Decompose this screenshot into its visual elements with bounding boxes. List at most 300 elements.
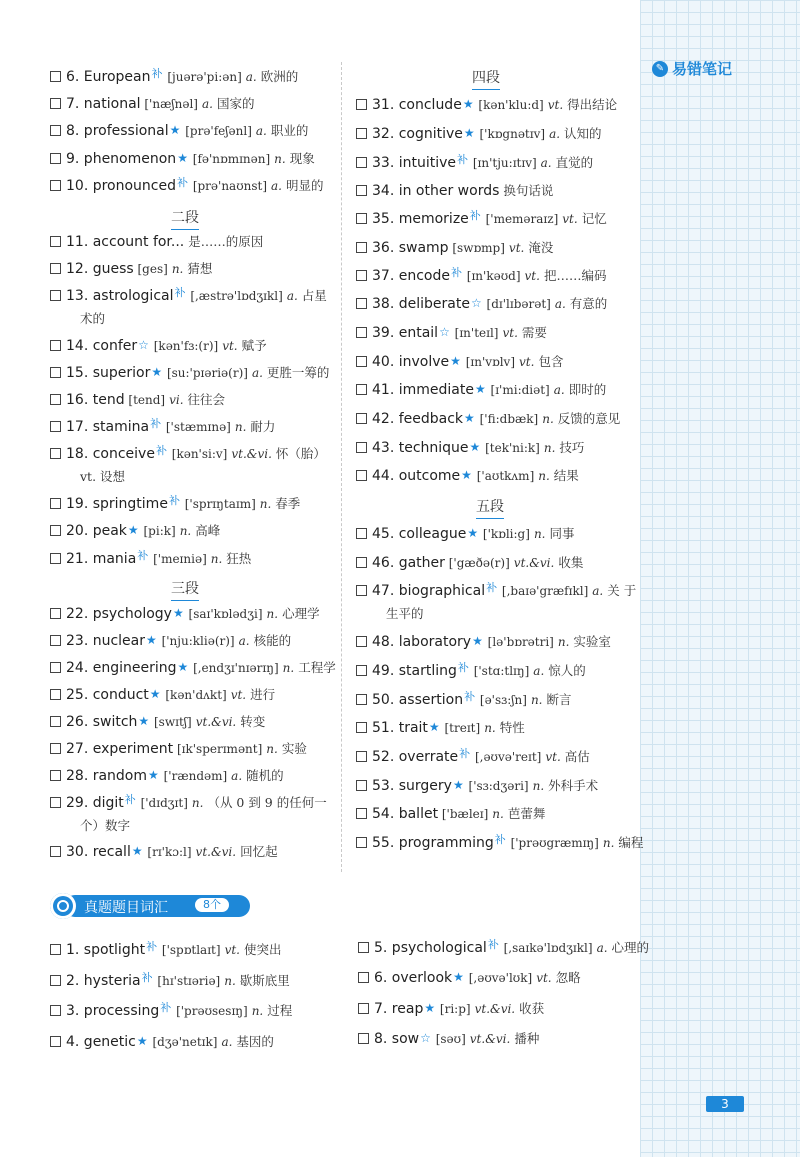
definition: 同事: [549, 526, 575, 541]
checkbox[interactable]: [356, 470, 367, 481]
definition: 高峰: [195, 523, 221, 538]
definition: 得出结论: [567, 97, 618, 112]
part-of-speech: vt.&vi.: [195, 845, 237, 859]
definition: 需要: [521, 325, 547, 340]
supplement-mark: 补: [459, 747, 471, 760]
vocab-entry: [50, 69, 298, 86]
part-of-speech: a.: [255, 124, 267, 138]
phonetic: ['spɒtlaɪt]: [158, 943, 221, 957]
margin-note-label: [652, 58, 732, 79]
vocab-entry: [50, 687, 275, 703]
vocab-entry: [356, 720, 525, 736]
phonetic: [,baɪə'græfɪkl]: [498, 584, 589, 598]
vocab-entry: [50, 365, 329, 381]
definition: 外科手术: [548, 778, 599, 793]
star-icon: ★: [127, 523, 139, 537]
hollow-star-icon: ☆: [470, 296, 482, 310]
part-of-speech: n.: [210, 552, 223, 566]
checkbox[interactable]: [50, 125, 61, 136]
supplement-mark: 补: [469, 209, 481, 222]
entry-word: 7. national: [66, 96, 141, 112]
banner-title: 真题题目词汇: [84, 900, 168, 916]
phonetic: [ɪn'teɪl]: [450, 326, 499, 340]
entry-word: 4. genetic: [66, 1034, 136, 1050]
phonetic: [tend]: [124, 393, 166, 407]
phonetic: [kən'dʌkt]: [161, 688, 227, 702]
vocab-entry: [50, 606, 320, 622]
entry-word: 31. conclude: [372, 97, 462, 113]
vocab-entry: [50, 768, 284, 784]
vocab-entry: [356, 555, 583, 571]
part-of-speech: vt.: [524, 269, 540, 283]
entry-word: 51. trait: [372, 720, 428, 736]
vocab-entry: [356, 382, 606, 398]
checkbox[interactable]: [50, 498, 61, 509]
checkbox[interactable]: [356, 694, 367, 705]
vocab-entry: [356, 583, 636, 622]
margin-note-text: 易错笔记: [672, 60, 733, 78]
checkbox[interactable]: [50, 743, 61, 754]
checkbox[interactable]: [356, 837, 367, 848]
checkbox[interactable]: [356, 780, 367, 791]
entry-word: 8. professional: [66, 123, 169, 139]
checkbox[interactable]: [356, 636, 367, 647]
checkbox[interactable]: [50, 846, 61, 857]
definition: 直觉的: [555, 155, 594, 170]
checkbox[interactable]: [50, 153, 61, 164]
phonetic: ['meməraɪz]: [481, 212, 559, 226]
checkbox[interactable]: [356, 242, 367, 253]
definition: （从 0 到 9 的任何一: [207, 795, 327, 810]
checkbox[interactable]: [50, 1036, 61, 1047]
star-icon: ★: [177, 151, 188, 165]
vocab-entry: [50, 151, 315, 167]
phonetic: [swɒmp]: [448, 241, 505, 255]
checkbox[interactable]: [50, 263, 61, 274]
definition: 惊人的: [548, 663, 586, 678]
part-of-speech: vt.: [562, 212, 578, 226]
part-of-speech: a.: [251, 366, 263, 380]
phonetic: [rɪ'kɔ:l]: [143, 845, 192, 859]
phonetic: [kən'fɜ:(r)]: [149, 339, 219, 353]
definition: 编程: [618, 835, 644, 850]
definition-continued: 术的: [80, 311, 106, 326]
phonetic: ['sɜ:dʒəri]: [464, 779, 529, 793]
phonetic: [,endʒɪ'nɪərɪŋ]: [189, 661, 279, 675]
definition: 占星: [301, 288, 327, 303]
definition: 基因的: [236, 1034, 274, 1049]
vocab-entry: [50, 1003, 292, 1020]
star-icon: ★: [177, 660, 189, 674]
entry-word: 17. stamina: [66, 419, 150, 435]
definition: 随机的: [246, 768, 284, 783]
supplement-mark: 补: [160, 1001, 172, 1014]
phonetic: [kən'klu:d]: [474, 98, 544, 112]
checkbox[interactable]: [50, 662, 61, 673]
phonetic: [,əʊvə'reɪt]: [471, 750, 542, 764]
entry-word: 49. startling: [372, 663, 457, 679]
vocab-entry: [356, 634, 611, 650]
entry-word: 24. engineering: [66, 660, 177, 676]
vocab-entry: [356, 806, 545, 822]
checkbox[interactable]: [356, 557, 367, 568]
part-of-speech: n.: [530, 693, 543, 707]
entry-word: 39. entail: [372, 325, 439, 341]
part-of-speech: vt.: [230, 688, 247, 702]
definition: 赋予: [241, 338, 267, 353]
vocab-entry: [356, 663, 586, 680]
definition: 实验室: [573, 634, 611, 649]
checkbox[interactable]: [50, 944, 61, 955]
phonetic: ['dɪdʒɪt]: [136, 796, 188, 810]
phonetic: ['rændəm]: [159, 769, 228, 783]
banner-count-badge: 8个: [195, 898, 229, 912]
vocab-entry: [358, 970, 581, 986]
vocab-entry: [356, 240, 553, 256]
entry-word: 6. overlook: [374, 970, 453, 986]
vocab-entry: [50, 446, 326, 485]
part-of-speech: vt.: [547, 98, 564, 112]
phonetic: [fə'nɒmɪnən]: [188, 152, 271, 166]
definition: 歇斯底里: [239, 973, 290, 988]
pencil-icon: ✎: [652, 61, 668, 77]
vocab-entry: [50, 795, 327, 834]
definition: 高估: [564, 749, 590, 764]
star-icon: ★: [472, 634, 483, 648]
entry-word: 42. feedback: [372, 411, 464, 427]
checkbox[interactable]: [356, 751, 367, 762]
vocab-entry: [50, 419, 275, 436]
definition: 断言: [546, 692, 572, 707]
star-icon: ★: [146, 633, 157, 647]
entry-word: 16. tend: [66, 392, 125, 408]
checkbox[interactable]: [358, 972, 369, 983]
part-of-speech: vt.: [222, 339, 238, 353]
star-icon: ★: [136, 1034, 148, 1048]
entry-word: 44. outcome: [372, 468, 461, 484]
vocab-entry: [50, 96, 254, 112]
checkbox[interactable]: [50, 394, 61, 405]
phonetic: ['sprɪŋtaɪm]: [180, 497, 256, 511]
vocab-entry: [358, 940, 649, 957]
definition: 反馈的意见: [557, 411, 621, 426]
definition: 怀（胎）: [275, 446, 326, 461]
star-icon: ★: [172, 606, 184, 620]
checkbox[interactable]: [356, 99, 367, 110]
definition: 特性: [499, 720, 525, 735]
star-icon: ★: [424, 1001, 436, 1015]
definition: 职业的: [270, 123, 309, 138]
vocab-entry: [356, 778, 598, 794]
entry-word: 3. processing: [66, 1003, 160, 1019]
section-heading-5: 五段: [476, 496, 504, 519]
vocab-entry: [50, 660, 336, 676]
checkbox[interactable]: [50, 367, 61, 378]
vocab-entry: [356, 526, 575, 542]
part-of-speech: a.: [231, 769, 243, 783]
supplement-mark: 补: [146, 940, 158, 953]
entry-word: 14. confer: [66, 338, 138, 354]
entry-word: 32. cognitive: [372, 126, 463, 142]
entry-word: 33. intuitive: [372, 155, 457, 171]
supplement-mark: 补: [450, 266, 462, 279]
entry-word: 53. surgery: [372, 778, 452, 794]
hollow-star-icon: ☆: [420, 1031, 431, 1045]
part-of-speech: a.: [201, 97, 213, 111]
star-icon: ★: [474, 382, 486, 396]
checkbox[interactable]: [356, 384, 367, 395]
star-icon: ★: [467, 526, 479, 540]
part-of-speech: vt.&vi.: [195, 715, 237, 729]
vocab-entry: [356, 126, 602, 142]
phonetic: ['kɒli:g]: [479, 527, 530, 541]
definition: 耐力: [250, 419, 276, 434]
part-of-speech: n.: [492, 807, 504, 821]
hollow-star-icon: ☆: [439, 325, 450, 339]
checkbox[interactable]: [356, 665, 367, 676]
checkbox[interactable]: [356, 528, 367, 539]
checkbox[interactable]: [50, 236, 61, 247]
phonetic: ['aʊtkʌm]: [472, 469, 535, 483]
entry-word: 12. guess: [66, 261, 134, 277]
definition: 国家的: [216, 96, 255, 111]
part-of-speech: n.: [532, 779, 545, 793]
part-of-speech: vt.: [502, 326, 518, 340]
checkbox[interactable]: [50, 98, 61, 109]
checkbox[interactable]: [358, 1033, 369, 1044]
definition: 芭蕾舞: [507, 806, 546, 821]
definition: 往往会: [187, 392, 226, 407]
supplement-mark: 补: [486, 581, 498, 594]
checkbox[interactable]: [50, 608, 61, 619]
vocab-entry: [356, 296, 607, 312]
part-of-speech: n.: [251, 1004, 264, 1018]
checkbox[interactable]: [356, 327, 367, 338]
supplement-mark: 补: [464, 690, 476, 703]
phonetic: ['meɪniə]: [149, 552, 207, 566]
checkbox[interactable]: [356, 413, 367, 424]
definition: 有意的: [569, 296, 608, 311]
definition: 狂热: [226, 551, 252, 566]
checkbox[interactable]: [50, 71, 61, 82]
checkbox[interactable]: [50, 1005, 61, 1016]
part-of-speech: vt.&vi.: [231, 447, 272, 461]
entry-word: 37. encode: [372, 268, 450, 284]
supplement-mark: 补: [494, 833, 506, 846]
checkbox[interactable]: [356, 128, 367, 139]
star-icon: ★: [462, 97, 474, 111]
part-of-speech: vt.&vi.: [469, 1032, 511, 1046]
checkbox[interactable]: [356, 356, 367, 367]
phonetic: [,æstrə'lɒdʒɪkl]: [186, 289, 283, 303]
phonetic: [səʊ]: [431, 1032, 466, 1046]
part-of-speech: a.: [554, 297, 566, 311]
checkbox[interactable]: [50, 553, 61, 564]
definition: 工程学: [298, 660, 336, 675]
magnifier-icon: [50, 893, 76, 919]
vocab-entry: [50, 633, 291, 649]
part-of-speech: n.: [542, 412, 554, 426]
phonetic: [ri:p]: [436, 1002, 471, 1016]
phonetic: [ə'sɜ:ʃn]: [476, 693, 527, 707]
part-of-speech: a.: [221, 1035, 233, 1049]
definition: 记忆: [581, 211, 607, 226]
entry-word: 47. biographical: [372, 583, 486, 599]
checkbox[interactable]: [356, 298, 367, 309]
entry-word: 46. gather: [372, 555, 445, 571]
checkbox[interactable]: [50, 716, 61, 727]
definition: 即时的: [568, 382, 607, 397]
star-icon: ★: [148, 768, 159, 782]
phonetic: [saɪ'kɒlədʒi]: [184, 607, 263, 621]
definition: 明显的: [286, 178, 324, 193]
supplement-mark: 补: [177, 176, 188, 189]
checkbox[interactable]: [356, 185, 367, 196]
entry-word: 19. springtime: [66, 496, 168, 512]
checkbox[interactable]: [50, 635, 61, 646]
checkbox[interactable]: [50, 975, 61, 986]
checkbox[interactable]: [50, 180, 61, 191]
star-icon: ★: [428, 720, 440, 734]
star-icon: ★: [464, 411, 475, 425]
vocab-entry: [358, 1001, 544, 1017]
checkbox[interactable]: [50, 797, 61, 808]
entry-word: 36. swamp: [372, 240, 449, 256]
phonetic: ['prəʊgræmɪŋ]: [506, 836, 599, 850]
vocab-entry: [50, 178, 324, 195]
entry-word: 41. immediate: [372, 382, 474, 398]
part-of-speech: vt.: [508, 241, 525, 255]
star-icon: ★: [452, 778, 464, 792]
definition: 忽略: [555, 970, 581, 985]
supplement-mark: 补: [155, 444, 167, 457]
checkbox[interactable]: [356, 157, 367, 168]
entry-word: 30. recall: [66, 844, 131, 860]
phonetic: [lə'bɒrətri]: [483, 635, 554, 649]
part-of-speech: n.: [282, 661, 295, 675]
checkbox[interactable]: [50, 290, 61, 301]
vocab-entry: [50, 288, 327, 327]
supplement-mark: 补: [124, 793, 136, 806]
checkbox[interactable]: [356, 808, 367, 819]
vocab-entry: [356, 354, 563, 370]
part-of-speech: a.: [286, 289, 298, 303]
definition: 把……编码: [543, 268, 607, 283]
definition: 结果: [553, 468, 579, 483]
definition: 关 于: [607, 583, 637, 598]
entry-word: 50. assertion: [372, 692, 464, 708]
definition: 使突出: [243, 942, 282, 957]
exam-vocab-banner: [50, 893, 250, 919]
checkbox[interactable]: [50, 340, 61, 351]
vocab-entry: [356, 97, 617, 113]
definition: 心理的: [611, 940, 650, 955]
phonetic: [ɪn'kəʊd]: [462, 269, 521, 283]
entry-word: 8. sow: [374, 1031, 420, 1047]
definition: 是……的原因: [188, 234, 264, 249]
entry-word: 38. deliberate: [372, 296, 470, 312]
part-of-speech: n.: [602, 836, 615, 850]
entry-word: 52. overrate: [372, 749, 459, 765]
phonetic: [hɪ'stɪəriə]: [153, 974, 221, 988]
checkbox[interactable]: [50, 770, 61, 781]
entry-word: 20. peak: [66, 523, 127, 539]
page-number: 3: [706, 1096, 744, 1112]
definition: 换句话说: [503, 183, 554, 198]
vocab-entry: [50, 942, 282, 959]
phonetic: [ɪn'vɒlv]: [461, 355, 516, 369]
checkbox[interactable]: [50, 421, 61, 432]
entry-word: 15. superior: [66, 365, 151, 381]
definition: 转变: [240, 714, 266, 729]
definition-continued: 生平的: [386, 606, 424, 621]
vocab-entry: [356, 411, 620, 427]
checkbox[interactable]: [358, 1003, 369, 1014]
checkbox[interactable]: [356, 213, 367, 224]
checkbox[interactable]: [50, 689, 61, 700]
star-icon: ★: [453, 970, 464, 984]
star-icon: ★: [169, 123, 181, 137]
supplement-mark: 补: [137, 549, 149, 562]
vocab-entry: [50, 496, 300, 513]
part-of-speech: n.: [543, 441, 556, 455]
part-of-speech: a.: [592, 584, 604, 598]
entry-word: 45. colleague: [372, 526, 467, 542]
checkbox[interactable]: [356, 442, 367, 453]
phonetic: [ges]: [133, 262, 168, 276]
star-icon: ★: [463, 126, 475, 140]
checkbox[interactable]: [358, 942, 369, 953]
definition: 收集: [558, 555, 584, 570]
part-of-speech: n.: [259, 497, 272, 511]
entry-word: 40. involve: [372, 354, 450, 370]
entry-word: 9. phenomenon: [66, 151, 177, 167]
checkbox[interactable]: [356, 722, 367, 733]
definition: 淹没: [528, 240, 554, 255]
entry-word: 11. account for...: [66, 234, 185, 250]
checkbox[interactable]: [50, 525, 61, 536]
checkbox[interactable]: [50, 448, 61, 459]
definition-continued: 个）数字: [80, 818, 131, 833]
checkbox[interactable]: [356, 585, 367, 596]
phonetic: [tek'ni:k]: [481, 441, 540, 455]
phonetic: [dɪ'lɪbərət]: [482, 297, 551, 311]
vocab-entry: [356, 440, 584, 456]
phonetic: ['stæmɪnə]: [162, 420, 231, 434]
checkbox[interactable]: [356, 270, 367, 281]
definition: 猜想: [187, 261, 213, 276]
part-of-speech: n.: [533, 527, 546, 541]
part-of-speech: n.: [234, 420, 247, 434]
phonetic: [juərə'pi:ən]: [163, 70, 242, 84]
star-icon: ★: [450, 354, 461, 368]
entry-word: 54. ballet: [372, 806, 439, 822]
vocab-entry: [50, 551, 251, 568]
part-of-speech: a.: [540, 156, 552, 170]
section-heading-3: 三段: [171, 578, 199, 601]
phonetic: [,saɪkə'lɒdʒɪkl]: [499, 941, 593, 955]
entry-word: 21. mania: [66, 551, 137, 567]
entry-word: 1. spotlight: [66, 942, 146, 958]
entry-word: 27. experiment: [66, 741, 174, 757]
star-icon: ★: [138, 714, 150, 728]
part-of-speech: n.: [224, 974, 236, 988]
part-of-speech: n.: [538, 469, 550, 483]
vocab-entry: [356, 268, 606, 285]
section-heading-4: 四段: [472, 67, 500, 90]
hollow-star-icon: ☆: [138, 338, 149, 352]
supplement-mark: 补: [168, 494, 180, 507]
